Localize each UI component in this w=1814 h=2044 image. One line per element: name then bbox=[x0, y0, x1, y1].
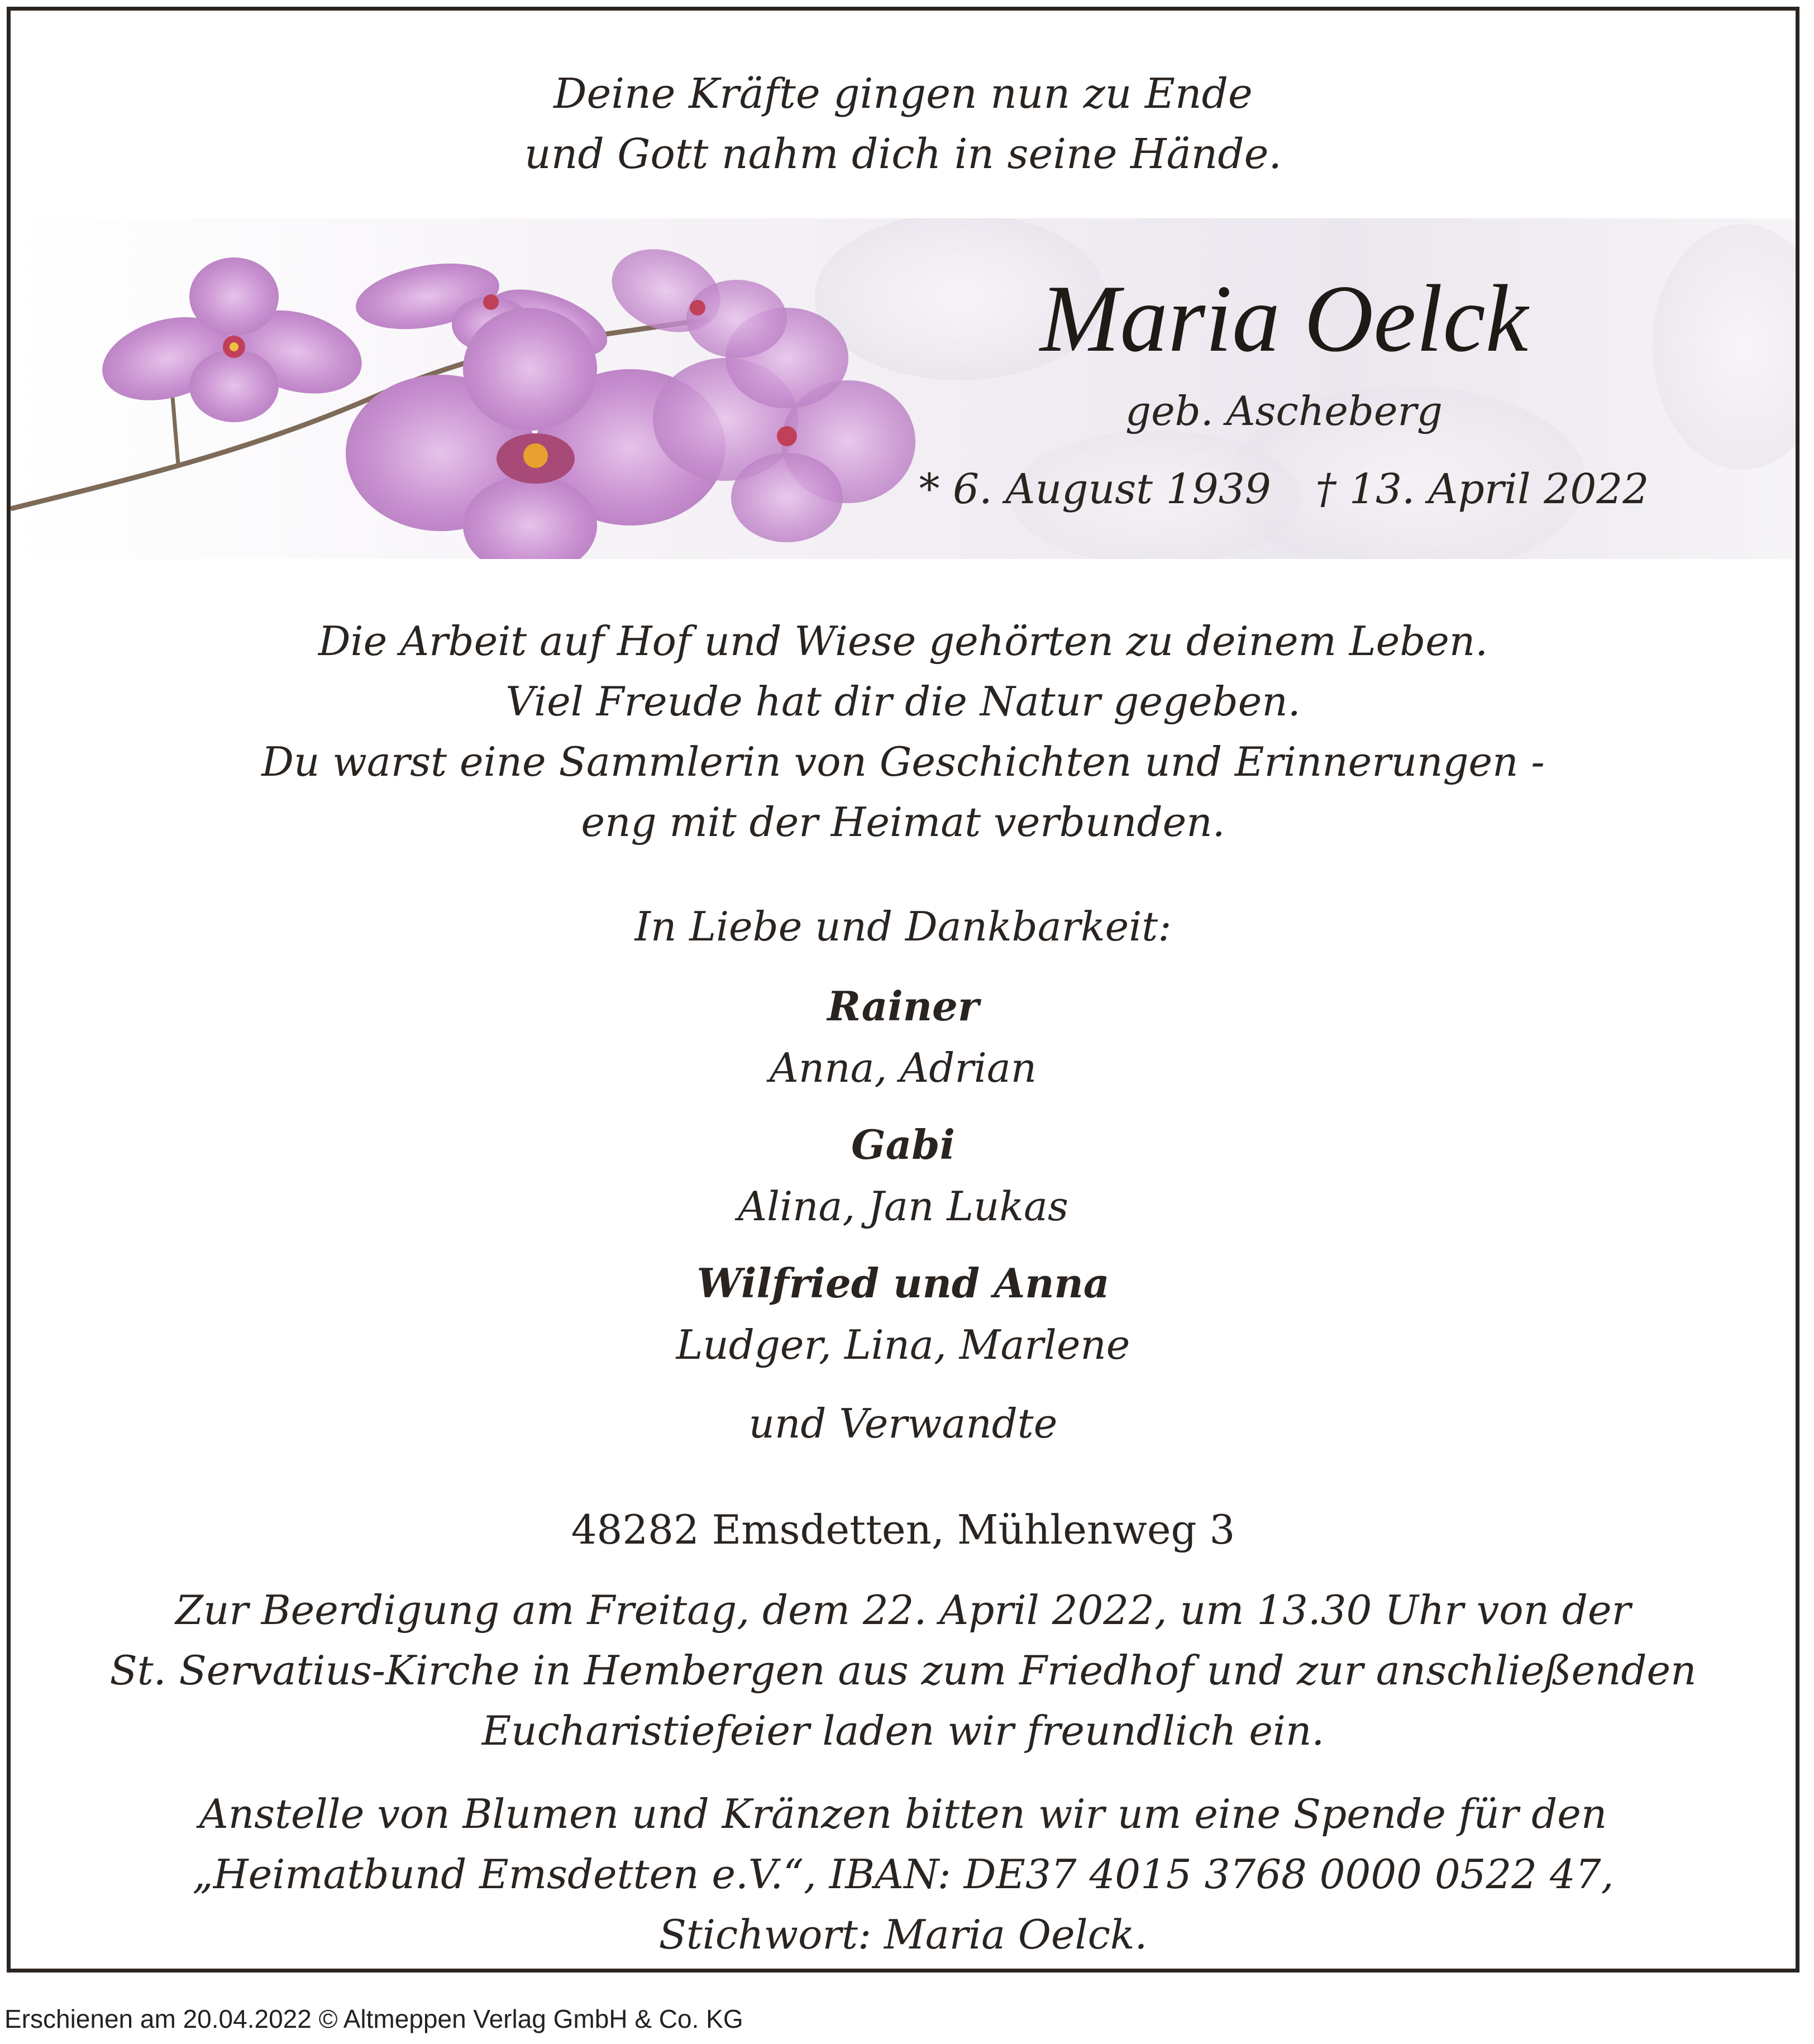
tribute-line: Viel Freude hat dir die Natur gegeben. bbox=[505, 678, 1301, 725]
birth-date: * 6. August 1939 bbox=[919, 465, 1271, 513]
donation-line: Anstelle von Blumen und Kränzen bitten wir um eine Spende für den bbox=[199, 1790, 1607, 1837]
mourner-children: Anna, Adrian bbox=[769, 1044, 1037, 1091]
relatives-line: und Verwandte bbox=[748, 1400, 1058, 1447]
obituary-notice bbox=[7, 7, 1799, 1973]
verse-line: und Gott nahm dich in seine Hände. bbox=[524, 130, 1282, 178]
opening-verse bbox=[11, 64, 1796, 184]
mourner-name: Rainer bbox=[827, 982, 979, 1030]
mourner-name: Gabi bbox=[851, 1121, 955, 1168]
donation-request bbox=[11, 1784, 1796, 1965]
header-banner bbox=[11, 218, 1796, 559]
life-dates bbox=[837, 464, 1731, 514]
thanks-heading: In Liebe und Dankbarkeit: bbox=[634, 903, 1172, 950]
maiden-name: geb. Ascheberg bbox=[1125, 388, 1443, 434]
address: 48282 Emsdetten, Mühlenweg 3 bbox=[571, 1506, 1235, 1553]
mourner-name: Wilfried und Anna bbox=[696, 1259, 1110, 1307]
tribute-line: Du warst eine Sammlerin von Geschichten und Erinnerungen - bbox=[261, 738, 1545, 785]
family-list bbox=[11, 976, 1796, 1391]
deceased-name: Maria Oelck bbox=[1039, 266, 1529, 372]
tribute-line: eng mit der Heimat verbunden. bbox=[581, 799, 1225, 846]
publication-imprint: Erschienen am 20.04.2022 © Altmeppen Verlag GmbH & Co. KG bbox=[4, 2004, 743, 2033]
mourner-children: Alina, Jan Lukas bbox=[738, 1183, 1068, 1230]
mourner-children: Ludger, Lina, Marlene bbox=[676, 1321, 1130, 1368]
donation-line: Stichwort: Maria Oelck. bbox=[658, 1911, 1148, 1958]
tribute-text bbox=[11, 611, 1796, 852]
tribute-line: Die Arbeit auf Hof und Wiese gehörten zu deinem Leben. bbox=[318, 618, 1488, 665]
verse-line: Deine Kräfte gingen nun zu Ende bbox=[553, 70, 1253, 118]
service-line: Eucharistiefeier laden wir freundlich ein. bbox=[481, 1707, 1325, 1754]
death-date: † 13. April 2022 bbox=[1315, 465, 1649, 513]
service-line: Zur Beerdigung am Freitag, dem 22. April 2022, um 13.30 Uhr von der bbox=[175, 1587, 1631, 1634]
donation-line: „Heimatbund Emsdetten e.V.“, IBAN: DE37 4015 3768 0000 0522 47, bbox=[192, 1851, 1614, 1898]
funeral-service-info bbox=[11, 1580, 1796, 1761]
service-line: St. Servatius-Kirche in Hembergen aus zum Friedhof und zur anschließenden bbox=[109, 1647, 1697, 1694]
